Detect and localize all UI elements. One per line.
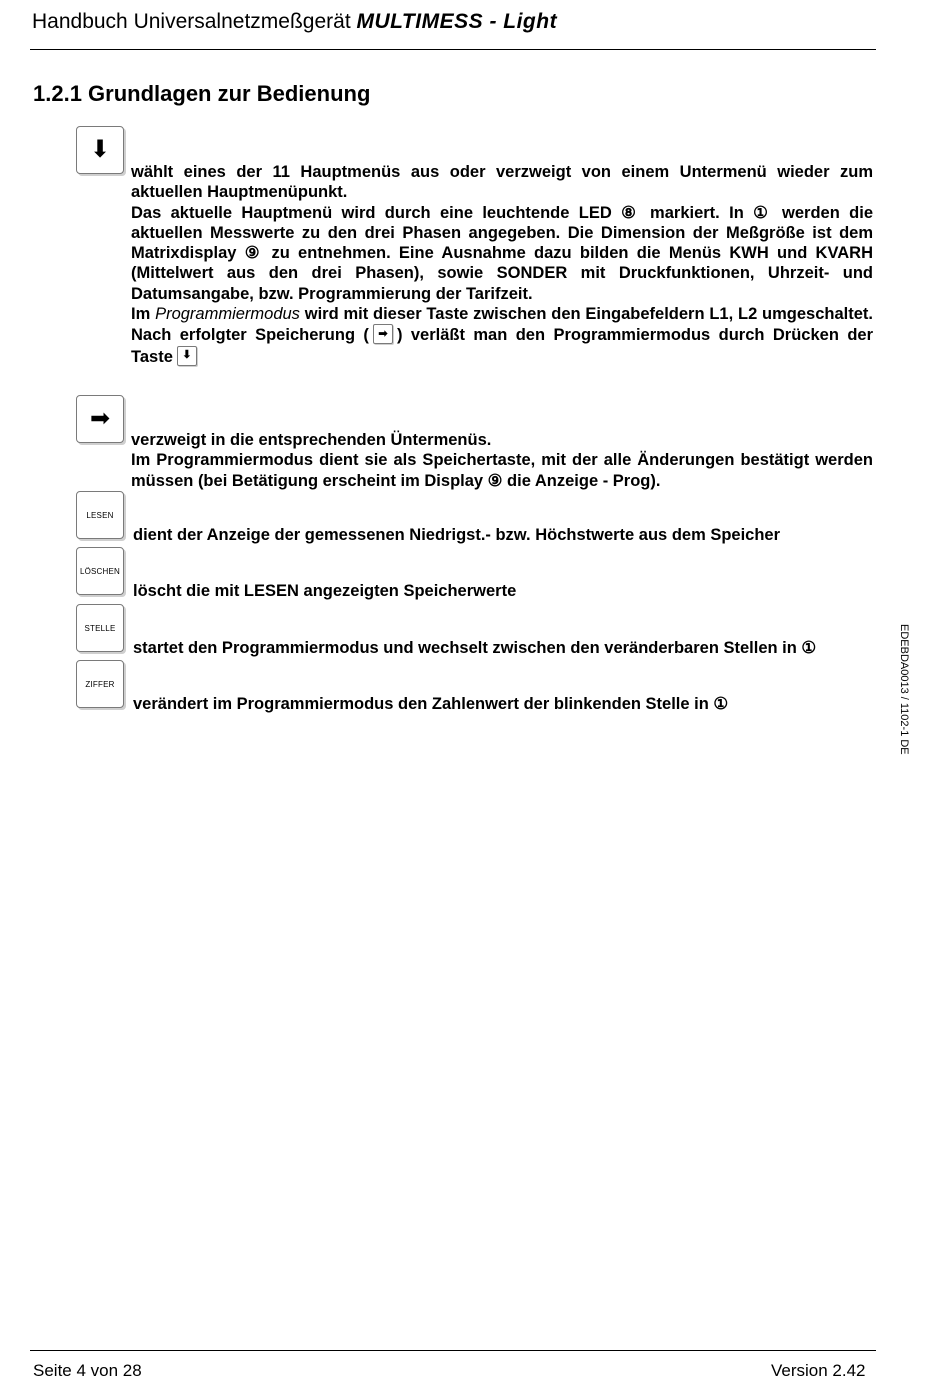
lesen-description: dient der Anzeige der gemessenen Niedrigst.- bzw. Höchstwerte aus dem Speicher	[133, 526, 781, 544]
programming-mode-term: Programmiermodus	[155, 305, 300, 324]
version-label: Version 2.42	[771, 1361, 866, 1380]
page-header	[32, 10, 557, 34]
stelle-key-label: STELLE	[84, 623, 116, 633]
loeschen-key	[76, 547, 124, 595]
loeschen-key-label: LÖSCHEN	[79, 566, 121, 576]
ziffer-description: verändert im Programmiermodus den Zahlenwert der blinkenden Stelle in ①	[133, 695, 729, 713]
right-arrow-icon: ➡	[89, 405, 111, 432]
down-arrow-icon: ⬇	[89, 136, 111, 163]
right-key-paragraph-1: verzweigt in die entsprechenden Üntermenüs.	[131, 431, 492, 449]
lesen-key	[76, 491, 124, 539]
down-key-paragraph-3: Im Programmiermodus wird mit dieser Taste zwischen den Eingabefeldern L1, L2 umgeschaltet. Nach erfolgter Speicherung ( ➡ ) verläßt man den Programmiermodus durch Drücken der Taste ⬇	[131, 305, 873, 366]
right-key-paragraph-2: Im Programmiermodus dient sie als Speichertaste, mit der alle Änderungen bestätigt werden müssen (bei Betätigung erscheint im Display ⑨ die Anzeige - Prog).	[131, 451, 873, 490]
down-key-description	[131, 162, 873, 367]
section-title: 1.2.1 Grundlagen zur Bedienung	[33, 81, 371, 106]
lesen-key-label: LESEN	[86, 510, 114, 520]
header-divider	[30, 49, 876, 50]
header-title: Handbuch Universalnetzmeßgerät	[32, 10, 357, 33]
stelle-key	[76, 604, 124, 652]
product-brand: MULTIMESS - Light	[356, 10, 558, 33]
stelle-description: startet den Programmiermodus und wechselt zwischen den veränderbaren Stellen in ①	[133, 639, 817, 657]
document-code: EDEBDA0013 / 1102-1 DE	[898, 624, 910, 755]
right-arrow-icon: ➡	[373, 324, 393, 344]
loeschen-description: löscht die mit LESEN angezeigten Speicherwerte	[133, 582, 517, 600]
ziffer-key-label: ZIFFER	[85, 679, 115, 689]
down-arrow-key	[76, 126, 124, 174]
right-arrow-key	[76, 395, 124, 443]
footer-divider	[30, 1350, 876, 1351]
down-key-paragraph-2: Das aktuelle Hauptmenü wird durch eine leuchtende LED ⑧ markiert. In ① werden die aktuellen Messwerte zu den drei Phasen angegeben. Die Dimension der Meßgröße ist dem Matrixdisplay ⑨ zu entnehmen. Eine Ausnahme dazu bilden die Menüs KWH und KVARH (Mittelwert aus den drei Phasen), sowie SONDER mit Druckfunktionen, Uhrzeit- und Datumsangabe, bzw. Programmierung der Tarifzeit.	[131, 203, 873, 303]
ziffer-key	[76, 660, 124, 708]
right-key-description	[131, 430, 873, 491]
down-key-paragraph-1: wählt eines der 11 Hauptmenüs aus oder verzweigt von einem Untermenü wieder zum aktuellen Hauptmenüpunkt.	[131, 163, 873, 202]
down-arrow-icon: ⬇	[177, 346, 197, 366]
page-number: Seite 4 von 28	[33, 1361, 142, 1380]
